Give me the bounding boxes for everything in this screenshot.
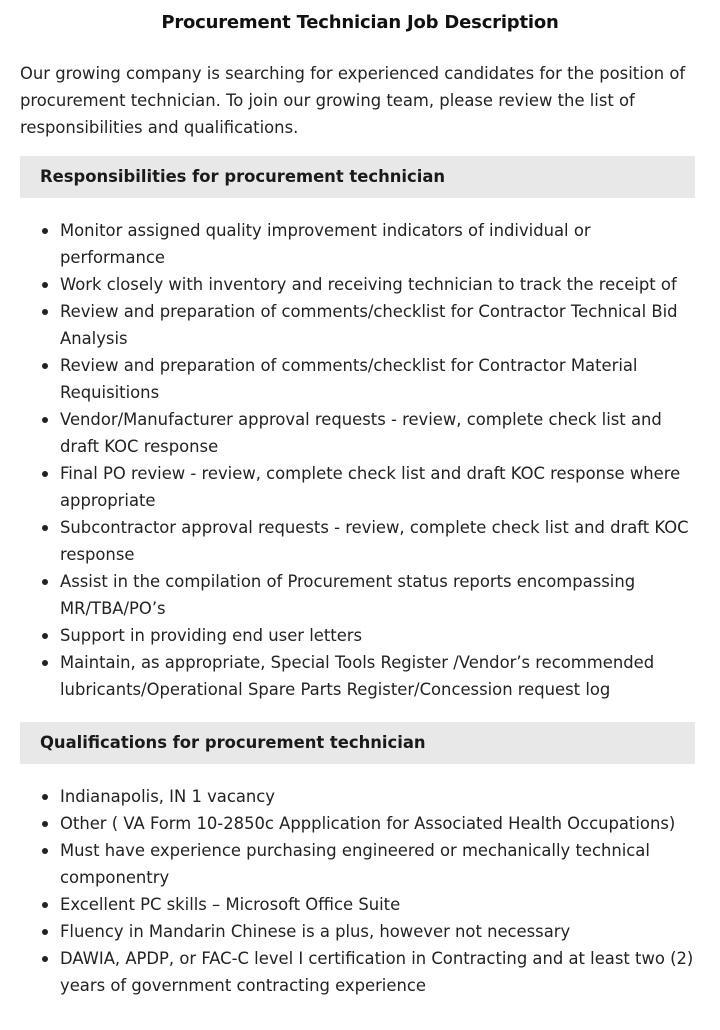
responsibilities-list xyxy=(20,217,695,703)
bullet-icon xyxy=(42,821,48,827)
list-item xyxy=(60,783,695,810)
bullet-icon xyxy=(42,956,48,962)
list-item xyxy=(60,649,695,703)
bullet-icon xyxy=(42,228,48,234)
bullet-icon xyxy=(42,363,48,369)
list-item-text: DAWIA, APDP, or FAC-C level I certification in Contracting and at least two (2) years of government contracting experience xyxy=(60,949,694,995)
list-item-text: Monitor assigned quality improvement indicators of individual or performance xyxy=(60,221,591,267)
list-item-text: Indianapolis, IN 1 vacancy xyxy=(60,787,275,806)
bullet-icon xyxy=(42,902,48,908)
list-item xyxy=(60,217,695,271)
list-item xyxy=(60,352,695,406)
list-item-text: Review and preparation of comments/checklist for Contractor Material Requisitions xyxy=(60,356,638,402)
list-item xyxy=(60,406,695,460)
bullet-icon xyxy=(42,579,48,585)
list-item-text: Vendor/Manufacturer approval requests - review, complete check list and draft KOC response xyxy=(60,410,662,456)
list-item xyxy=(60,568,695,622)
bullet-icon xyxy=(42,660,48,666)
list-item xyxy=(60,514,695,568)
list-item-text: Subcontractor approval requests - review, complete check list and draft KOC response xyxy=(60,518,689,564)
list-item-text: Fluency in Mandarin Chinese is a plus, however not necessary xyxy=(60,922,571,941)
bullet-icon xyxy=(42,525,48,531)
list-item-text: Review and preparation of comments/checklist for Contractor Technical Bid Analysis xyxy=(60,302,678,348)
qualifications-heading: Qualifications for procurement technician xyxy=(20,722,695,764)
intro-paragraph: Our growing company is searching for experienced candidates for the position of procurement technician. To join our growing team, please review the list of responsibilities and qualifications. xyxy=(20,64,686,137)
list-item xyxy=(60,918,695,945)
list-item xyxy=(60,460,695,514)
list-item xyxy=(60,810,695,837)
list-item xyxy=(60,945,695,999)
bullet-icon xyxy=(42,848,48,854)
list-item-text: Support in providing end user letters xyxy=(60,626,363,645)
list-item-text: Assist in the compilation of Procurement status reports encompassing MR/TBA/PO’s xyxy=(60,572,636,618)
list-item-text: Final PO review - review, complete check list and draft KOC response where appropriate xyxy=(60,464,681,510)
page-title: Procurement Technician Job Description xyxy=(161,12,559,33)
list-item xyxy=(60,298,695,352)
list-item-text: Other ( VA Form 10-2850c Appplication for Associated Health Occupations) xyxy=(60,814,676,833)
list-item xyxy=(60,837,695,891)
bullet-icon xyxy=(42,417,48,423)
bullet-icon xyxy=(42,282,48,288)
bullet-icon xyxy=(42,309,48,315)
list-item-text: Must have experience purchasing engineered or mechanically technical componentry xyxy=(60,841,650,887)
bullet-icon xyxy=(42,929,48,935)
list-item xyxy=(60,891,695,918)
bullet-icon xyxy=(42,794,48,800)
list-item xyxy=(60,622,695,649)
list-item-text: Excellent PC skills – Microsoft Office Suite xyxy=(60,895,401,914)
qualifications-list xyxy=(20,783,695,999)
responsibilities-heading: Responsibilities for procurement technician xyxy=(20,156,695,198)
list-item-text: Work closely with inventory and receiving technician to track the receipt of xyxy=(60,275,677,294)
list-item-text: Maintain, as appropriate, Special Tools Register /Vendor’s recommended lubricants/Operational Spare Parts Register/Concession request log xyxy=(60,653,655,699)
bullet-icon xyxy=(42,471,48,477)
bullet-icon xyxy=(42,633,48,639)
list-item xyxy=(60,271,695,298)
